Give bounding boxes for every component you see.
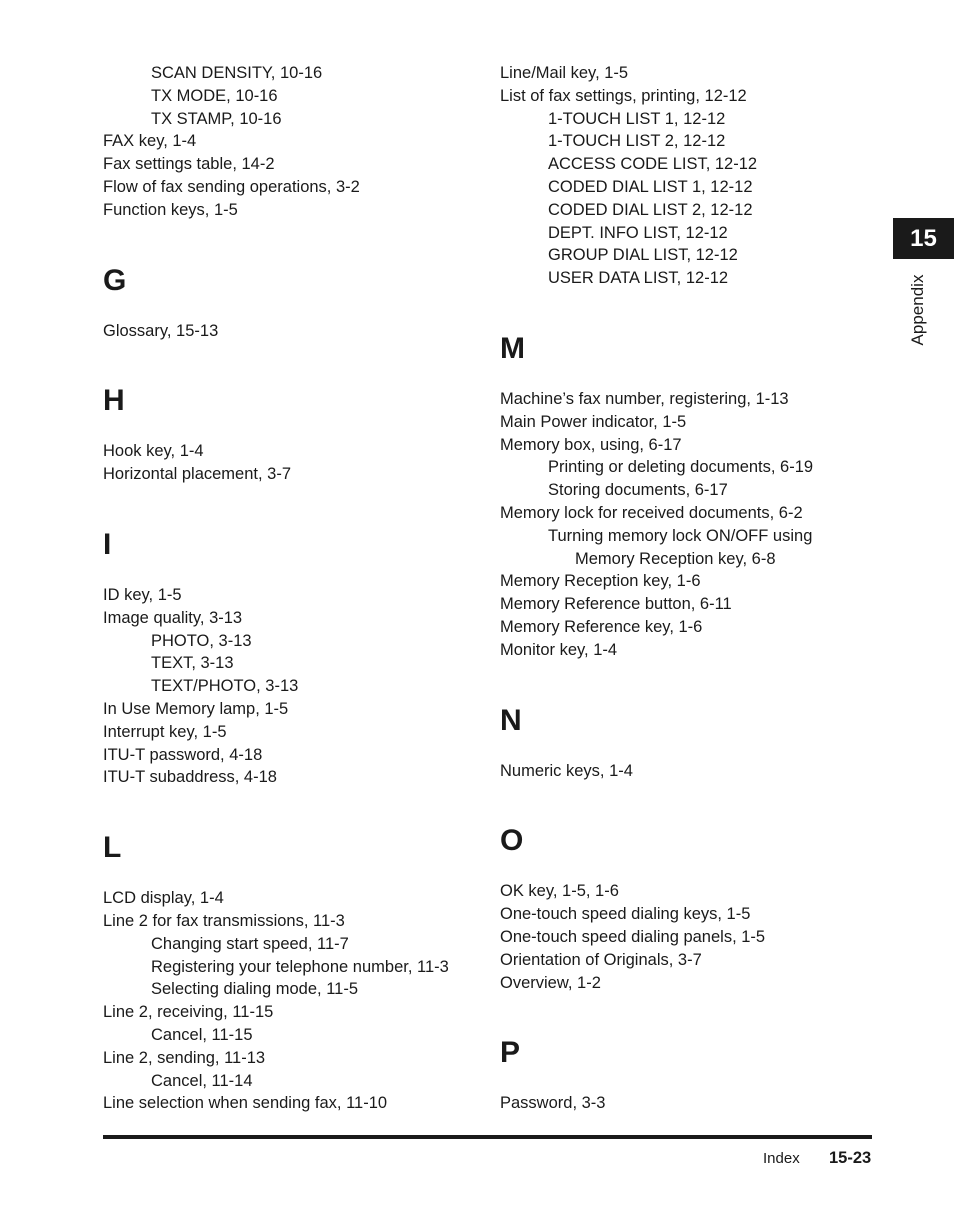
index-entry: Function keys, 1-5 [103,200,238,219]
index-entry: Numeric keys, 1-4 [500,761,633,780]
index-entry: Line 2, sending, 11-13 [103,1048,266,1067]
index-subentry: GROUP DIAL LIST, 12-12 [548,246,738,265]
index-entry: Line selection when sending fax, 11-10 [103,1094,388,1113]
index-entry: Overview, 1-2 [500,973,601,992]
index-entry: Monitor key, 1-4 [500,640,618,659]
index-entry: Horizontal placement, 3-7 [103,465,292,484]
index-entry: Main Power indicator, 1-5 [500,412,687,431]
index-entry: List of fax settings, printing, 12-12 [500,86,747,105]
index-entry: Line 2, receiving, 11-15 [103,1003,274,1022]
index-entry: In Use Memory lamp, 1-5 [103,699,289,718]
index-letter-heading: N [500,703,522,737]
index-letter-heading: H [103,384,125,418]
index-entry: Memory Reference button, 6-11 [500,595,732,614]
index-column-right [500,62,880,1115]
index-subentry: Registering your telephone number, 11-3 [151,957,449,976]
index-subentry: TX MODE, 10-16 [151,86,278,105]
index-letter-heading: I [103,527,112,561]
index-entry: Image quality, 3-13 [103,608,243,627]
index-subentry: Memory Reception key, 6-8 [575,549,776,568]
index-letter-heading: P [500,1036,521,1070]
index-entry: Memory lock for received documents, 6-2 [500,503,803,522]
index-subentry: TX STAMP, 10-16 [151,109,282,128]
index-letter-heading: M [500,331,525,365]
chapter-number: 15 [910,224,937,252]
index-subentry: Turning memory lock ON/OFF using [548,526,813,545]
page-number: 15-23 [829,1149,872,1167]
index-entry: Glossary, 15-13 [103,321,219,340]
footer-rule [103,1135,872,1139]
index-entry: ID key, 1-5 [103,585,182,604]
index-subentry: DEPT. INFO LIST, 12-12 [548,223,728,242]
index-subentry: Cancel, 11-15 [151,1025,253,1044]
index-subentry: Cancel, 11-14 [151,1071,253,1090]
index-subentry: ACCESS CODE LIST, 12-12 [548,155,758,174]
index-subentry: SCAN DENSITY, 10-16 [151,64,323,82]
index-subentry: Changing start speed, 11-7 [151,934,349,953]
index-letter-heading: L [103,831,122,865]
index-letter-heading: O [500,824,524,858]
index-entry: Memory Reference key, 1-6 [500,617,703,636]
index-subentry: CODED DIAL LIST 2, 12-12 [548,200,753,219]
index-entry: Memory box, using, 6-17 [500,435,682,454]
index-entry: LCD display, 1-4 [103,889,224,908]
index-entry: Interrupt key, 1-5 [103,722,227,741]
index-subentry: TEXT, 3-13 [151,654,234,673]
index-entry: Line 2 for fax transmissions, 11-3 [103,911,345,930]
index-entry: Machine’s fax number, registering, 1-13 [500,389,789,408]
index-subentry: 1-TOUCH LIST 2, 12-12 [548,132,726,151]
index-entry: Hook key, 1-4 [103,442,204,461]
index-entry: Memory Reception key, 1-6 [500,572,701,591]
index-letter-heading: G [103,263,127,297]
index-column-left [103,62,483,1115]
index-subentry: Printing or deleting documents, 6-19 [548,458,814,477]
index-entry: ITU-T password, 4-18 [103,745,263,764]
index-subentry: USER DATA LIST, 12-12 [548,269,729,288]
chapter-tab [893,218,954,259]
index-entry: Fax settings table, 14-2 [103,155,275,174]
index-entry: One-touch speed dialing panels, 1-5 [500,927,766,946]
index-entry: Line/Mail key, 1-5 [500,64,629,82]
index-subentry: TEXT/PHOTO, 3-13 [151,677,299,696]
index-entry: One-touch speed dialing keys, 1-5 [500,905,751,924]
index-entry: Password, 3-3 [500,1094,606,1113]
index-subentry: Selecting dialing mode, 11-5 [151,980,358,999]
chapter-tab-label: Appendix [908,274,927,346]
index-entry: ITU-T subaddress, 4-18 [103,768,277,787]
index-subentry: Storing documents, 6-17 [548,481,728,500]
index-entry: Orientation of Originals, 3-7 [500,950,702,969]
index-subentry: CODED DIAL LIST 1, 12-12 [548,177,753,196]
index-subentry: PHOTO, 3-13 [151,631,252,650]
footer-section-label: Index [763,1150,800,1167]
index-subentry: 1-TOUCH LIST 1, 12-12 [548,109,726,128]
index-entry: OK key, 1-5, 1-6 [500,882,619,901]
index-entry: Flow of fax sending operations, 3-2 [103,177,360,196]
index-entry: FAX key, 1-4 [103,132,197,151]
